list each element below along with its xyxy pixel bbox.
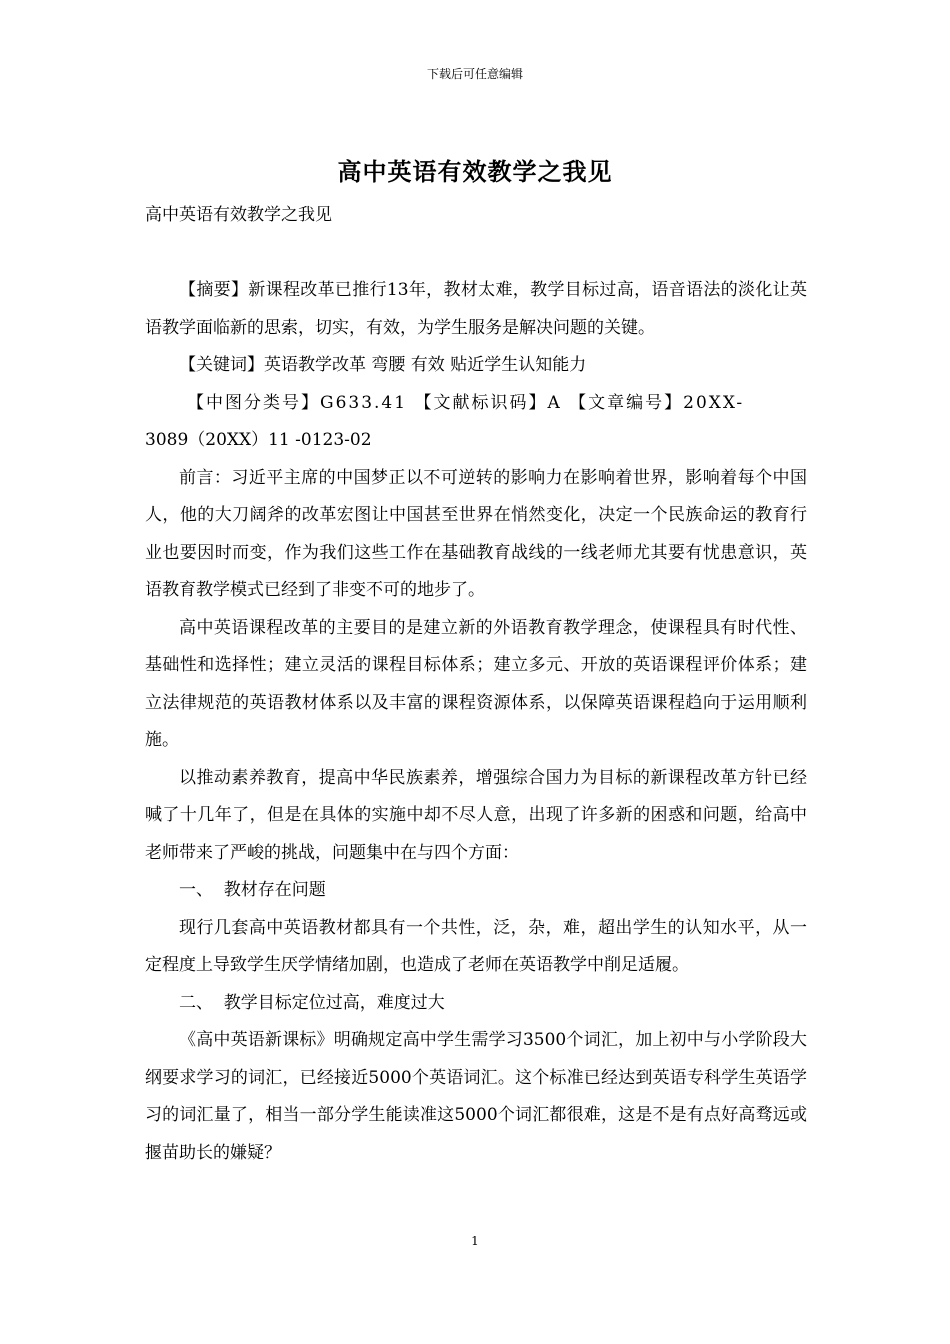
document-title: 高中英语有效教学之我见 [337, 157, 613, 186]
foreword-paragraph: 前言：习近平主席的中国梦正以不可逆转的影响力在影响着世界，影响着每个中国人，他的大刀阔斧的改革宏图让中国甚至世界在悄然变化，决定一个民族命运的教育行业也要因时而变，作为我们这些工作在基础教育战线的一线老师尤其要有忧患意识，英语教育教学模式已经到了非变不可的地步了。 [145, 467, 807, 600]
problems-intro-paragraph: 以推动素养教育，提高中华民族素养，增强综合国力为目标的新课程改革方针已经喊了十几年了，但是在具体的实施中却不尽人意，出现了许多新的困惑和问题，给高中老师带来了严峻的挑战，问题集中在与四个方面： [145, 767, 807, 863]
reform-goal-paragraph: 高中英语课程改革的主要目的是建立新的外语教育教学理念，使课程具有时代性、基础性和选择性；建立灵活的课程目标体系；建立多元、开放的英语课程评价体系；建立法律规范的英语教材体系以及丰富的课程资源体系，以保障英语课程趋向于运用顺利施。 [145, 617, 807, 750]
classification-line-1: 【中图分类号】G633.41 【文献标识码】A 【文章编号】20XX- [187, 392, 745, 413]
section-2-body: 《高中英语新课标》明确规定高中学生需学习3500个词汇，加上初中与小学阶段大纲要求学习的词汇，已经接近5000个英语词汇。这个标准已经达到英语专科学生英语学习的词汇量了，相当一部分学生能读准这5000个词汇都很难，这是不是有点好高骛远或揠苗助长的嫌疑？ [145, 1030, 807, 1163]
keywords-paragraph: 【关键词】英语教学改革 弯腰 有效 贴近学生认知能力 [179, 355, 587, 375]
abstract-paragraph: 【摘要】新课程改革已推行13年，教材太难，教学目标过高，语音语法的淡化让英语教学面临新的思索，切实，有效，为学生服务是解决问题的关键。 [145, 280, 807, 338]
section-1-heading: 一、 教材存在问题 [179, 880, 326, 900]
document-subtitle: 高中英语有效教学之我见 [145, 205, 332, 225]
document-body [145, 197, 807, 1172]
page-header-note: 下载后可任意编辑 [426, 67, 523, 81]
classification-line-2: 3089（20XX）11 -0123-02 [145, 430, 372, 450]
page-number: 1 [471, 1234, 479, 1248]
section-1-body: 现行几套高中英语教材都具有一个共性，泛，杂，难，超出学生的认知水平，从一定程度上导致学生厌学情绪加剧，也造成了老师在英语教学中削足适履。 [145, 917, 807, 975]
section-2-heading: 二、 教学目标定位过高，难度过大 [179, 992, 445, 1013]
